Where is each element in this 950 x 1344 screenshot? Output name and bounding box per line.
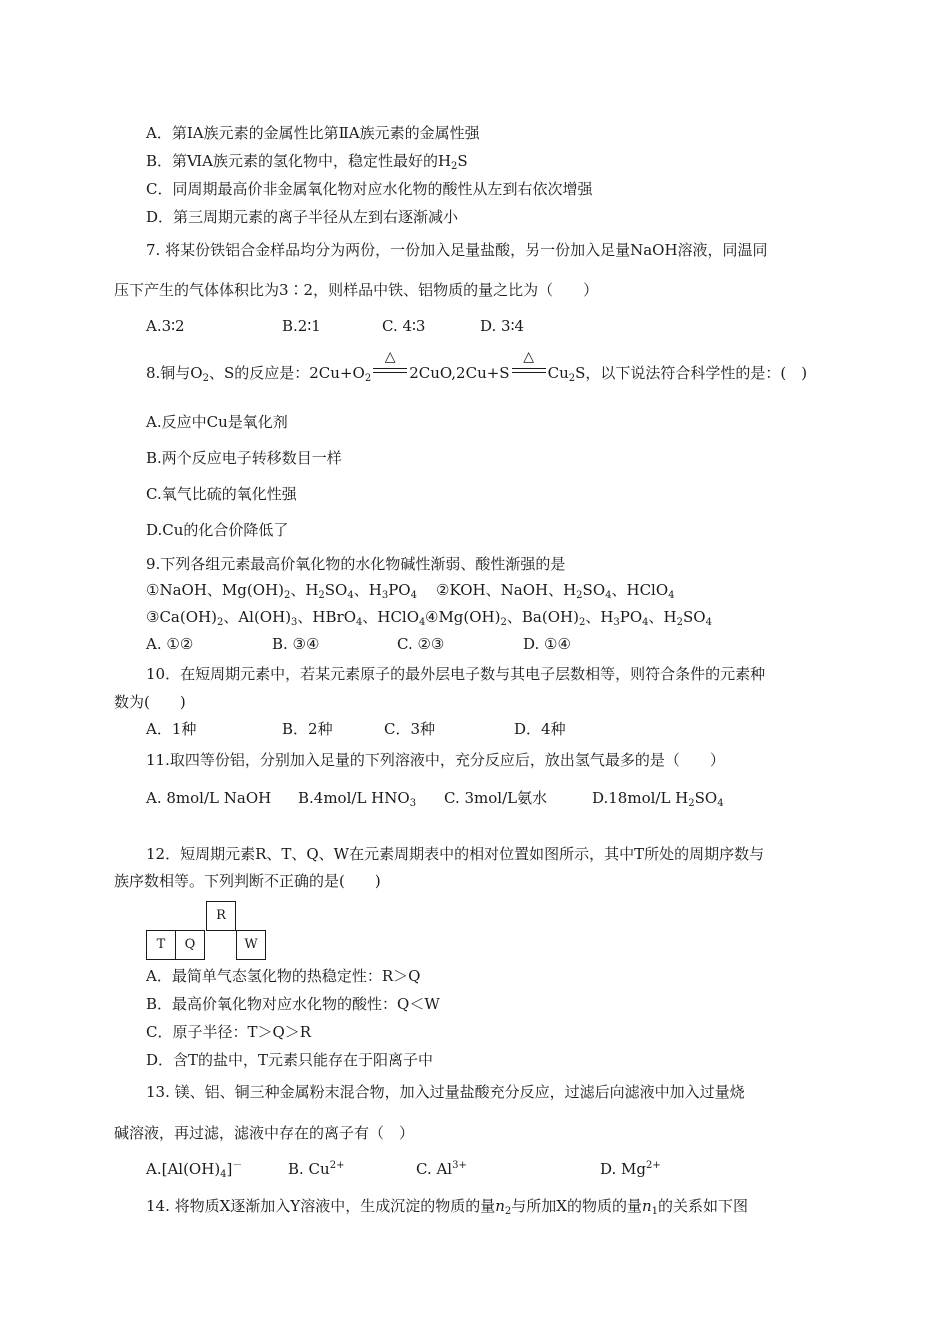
q7-option-a: A.3∶2: [146, 317, 185, 335]
q13-option-a: $A.[Al(OH)_4]^-$: [146, 1160, 243, 1180]
q13-option-b: B. $Cu^{2+}$: [288, 1160, 345, 1178]
q11-stem: 11.取四等份铝，分别加入足量的下列溶液中，充分反应后，放出氢气最多的是（ ）: [146, 751, 725, 769]
cell-q: Q: [175, 930, 205, 960]
periodic-table-fragment: [146, 901, 266, 961]
q8-option-a: A.反应中Cu是氧化剂: [146, 413, 288, 431]
q6-option-b: B．第ⅥA族元素的氢化物中，稳定性最好的$H_2S$: [146, 152, 468, 172]
q12-option-c: C．原子半径：T＞Q＞R: [146, 1023, 312, 1041]
heat-equals-sign: [372, 349, 408, 380]
q12-stem-line1: 12．短周期元素R、T、Q、W在元素周期表中的相对位置如图所示，其中T所处的周期序数与: [146, 845, 765, 863]
q7-option-b: B.2∶1: [282, 317, 321, 335]
q10-option-c: C．3种: [384, 720, 436, 738]
q12-option-a: A．最简单气态氢化物的热稳定性：R＞Q: [146, 967, 421, 985]
q6-option-c: C．同周期最高价非金属氧化物对应水化物的酸性从左到右依次增强: [146, 180, 593, 198]
q8-option-c: C.氧气比硫的氧化性强: [146, 485, 297, 503]
q11-option-b: B.4mol/L $HNO_3$: [298, 789, 417, 809]
q7-stem-line2: 压下产生的气体体积比为3∶2，则样品中铁、铝物质的量之比为（ ）: [114, 281, 599, 299]
q9-group-3: $③Ca(OH)_2$、$Al(OH)_3$、HBrO$_4$、HClO$_4$: [146, 608, 426, 628]
q7-option-d: D. 3∶4: [480, 317, 525, 335]
q10-option-d: D．4种: [514, 720, 566, 738]
cell-t: T: [146, 930, 176, 960]
cell-w: W: [236, 930, 266, 960]
delta-symbol: △: [523, 349, 534, 365]
q13-stem-line1: 13. 镁、铝、铜三种金属粉末混合物，加入过量盐酸充分反应，过滤后向滤液中加入过量烧: [146, 1083, 745, 1101]
q9-option-c: C. ②③: [397, 635, 445, 653]
q8-stem: 8.铜与$O_2$、S的反应是：$2Cu+O_2$ △ 2CuO,2Cu+S △ $Cu_2S$，以下说法符合科学性的是：( ): [146, 349, 808, 384]
q8-option-b: B.两个反应电子转移数目一样: [146, 449, 342, 467]
cell-r: R: [206, 901, 236, 931]
q11-option-d: D.18mol/L $H_2SO_4$: [592, 789, 724, 809]
q12-option-b: B．最高价氧化物对应水化物的酸性：Q＜W: [146, 995, 440, 1013]
q9-stem: 9.下列各组元素最高价氧化物的水化物碱性渐弱、酸性渐强的是: [146, 555, 566, 573]
q9-option-a: A. ①②: [146, 635, 194, 653]
q10-option-a: A．1种: [146, 720, 197, 738]
q13-stem-line2: 碱溶液，再过滤，滤液中存在的离子有（ ）: [114, 1124, 415, 1142]
q9-group-1: ①NaOH、$Mg(OH)_2$、$H_2SO_4$、$H_3PO_4$: [146, 581, 417, 601]
heat-equals-sign: [511, 349, 547, 380]
q14-stem: 14. 将物质X逐渐加入Y溶液中，生成沉淀的物质的量$n_2$与所加X的物质的量$n_1$的关系如下图: [146, 1197, 749, 1217]
q13-option-d: D. $Mg^{2+}$: [600, 1160, 661, 1178]
q9-option-d: D. ①④: [523, 635, 571, 653]
q11-option-a: A. 8mol/L NaOH: [146, 789, 272, 807]
q9-option-b: B. ③④: [272, 635, 320, 653]
q7-stem-line1: 7. 将某份铁铝合金样品均分为两份，一份加入足量盐酸，另一份加入足量NaOH溶液，同温同: [146, 241, 768, 259]
delta-symbol: △: [384, 349, 396, 365]
q10-stem-line2: 数为( ): [114, 693, 186, 711]
q10-option-b: B．2种: [282, 720, 333, 738]
q9-group-4: $④Mg(OH)_2$、$Ba(OH)_2$、$H_3PO_4$、$H_2SO_4$: [425, 608, 712, 628]
q12-stem-line2: 族序数相等。下列判断不正确的是( ): [114, 872, 381, 890]
q6-option-a: A．第ⅠA族元素的金属性比第ⅡA族元素的金属性强: [146, 124, 480, 142]
q11-option-c: C. 3mol/L氨水: [444, 789, 548, 807]
q8-option-d: D.Cu的化合价降低了: [146, 521, 289, 539]
q7-option-c: C. 4∶3: [382, 317, 426, 335]
q10-stem-line1: 10．在短周期元素中，若某元素原子的最外层电子数与其电子层数相等，则符合条件的元素种: [146, 665, 766, 683]
q9-group-2: ②KOH、NaOH、$H_2SO_4$、HClO$_4$: [436, 581, 675, 601]
q12-option-d: D．含T的盐中，T元素只能存在于阳离子中: [146, 1051, 434, 1069]
q13-option-c: C. $Al^{3+}$: [416, 1160, 467, 1178]
q6-option-d: D．第三周期元素的离子半径从左到右逐渐减小: [146, 208, 459, 226]
